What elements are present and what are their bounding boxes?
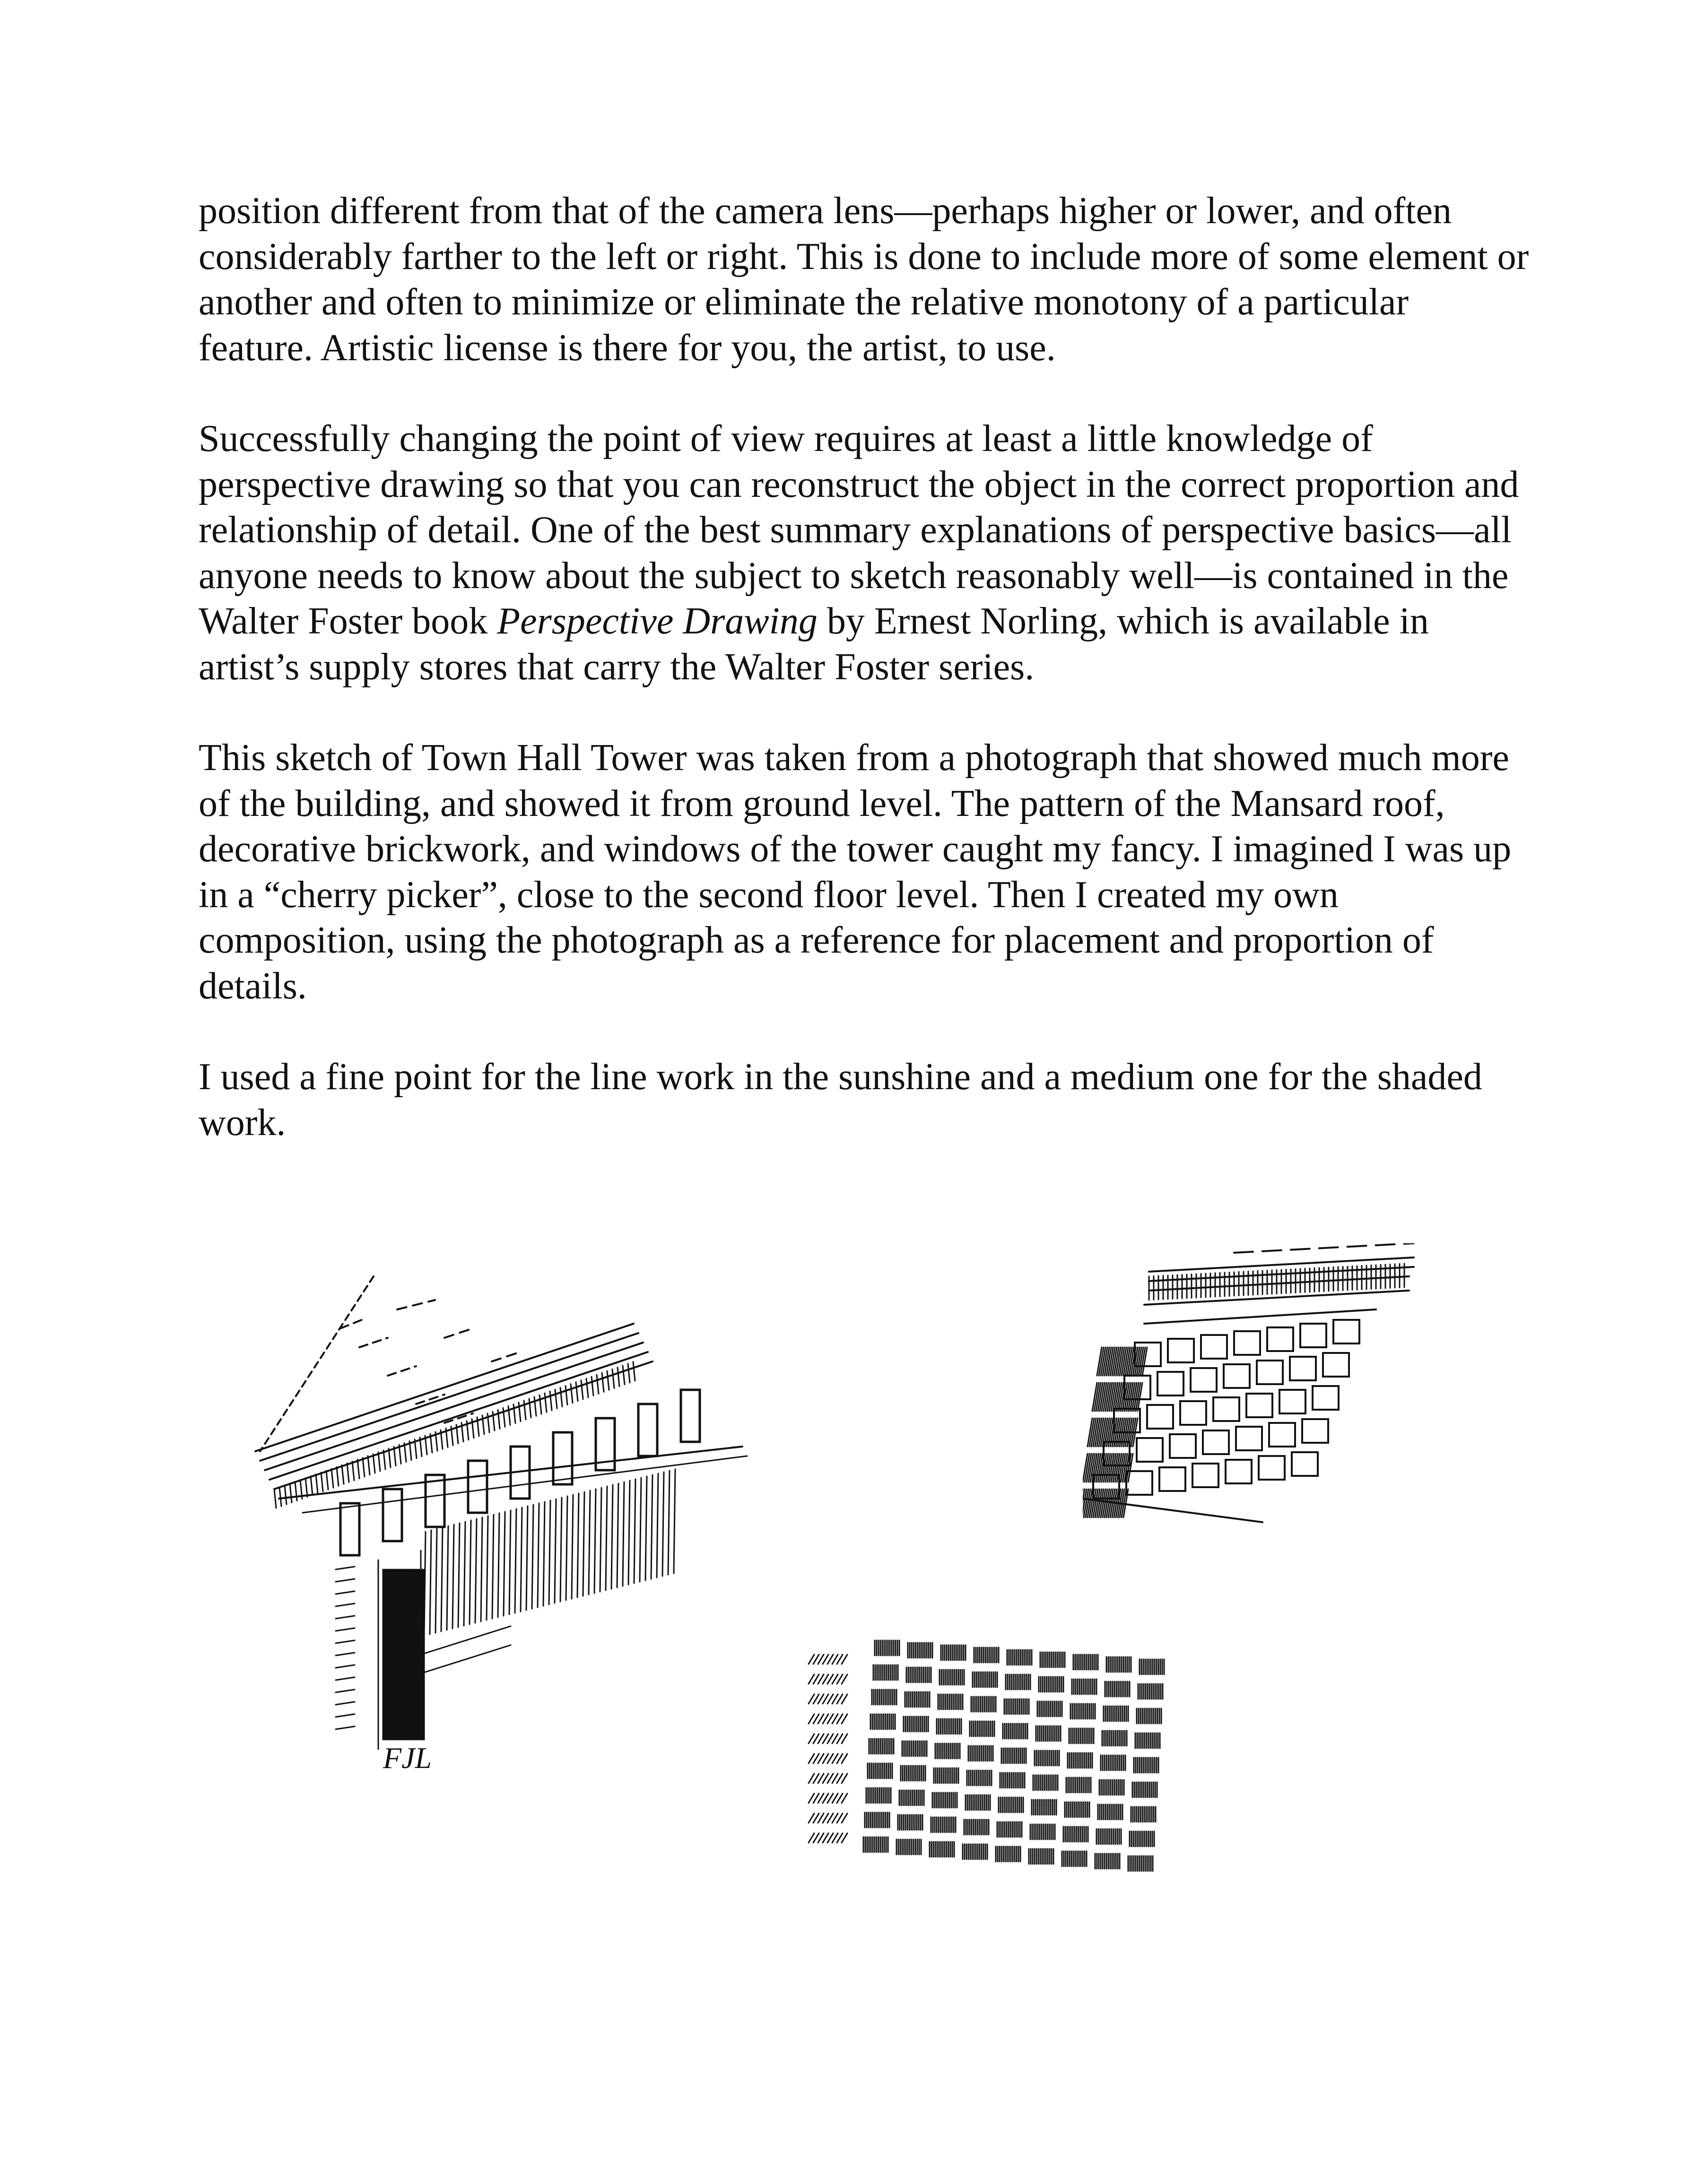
cornice-sketch	[1083, 1243, 1442, 1546]
roof-sketch	[246, 1267, 785, 1792]
brickwork-sketch	[804, 1631, 1192, 1872]
paragraph-1: position different from that of the camera lens—perhaps higher or lower, and often considerably farther to the left or right. This is done to include more of some element or another and often to minimize or eliminate the relative monotony of a particular feature. Artistic license is there for you, the artist, to use.	[199, 190, 1529, 369]
artist-signature: FJL	[383, 1741, 432, 1775]
brickwork-sketch-drawing	[804, 1631, 1192, 1872]
paragraph-4: I used a fine point for the line work in the sunshine and a medium one for the shaded work.	[199, 1056, 1482, 1144]
paragraph-3: This sketch of Town Hall Tower was taken from a photograph that showed much more of the building, and showed it from ground level. The pattern of the Mansard roof, decorative brickwork, and windows of the tower caught my fancy. I imagined I was up in a “cherry picker”, close to the second floor level. Then I created my own composition, using the photograph as a reference for placement and proportion of details.	[199, 737, 1512, 1007]
book-title: Perspective Drawing	[497, 600, 818, 642]
roof-sketch-drawing	[246, 1267, 785, 1792]
cornice-sketch-drawing	[1083, 1243, 1442, 1546]
paragraph-2-lead: Successfully changing the point of view requires at least a little knowledge of perspective drawing so that you can reconstruct the object in the correct proportion and relationship of detail. One of the best summary explanations of perspective basics—all anyone needs to know about the subject to sketch reasonably well—is contained in the Walter Foster book	[199, 418, 1519, 642]
paragraph-2	[199, 416, 1532, 690]
paragraph-2-tail: by Ernest Norling, which is available in artist’s supply stores that carry the Walter Foster series.	[199, 600, 1429, 688]
body-text	[199, 188, 1532, 1145]
